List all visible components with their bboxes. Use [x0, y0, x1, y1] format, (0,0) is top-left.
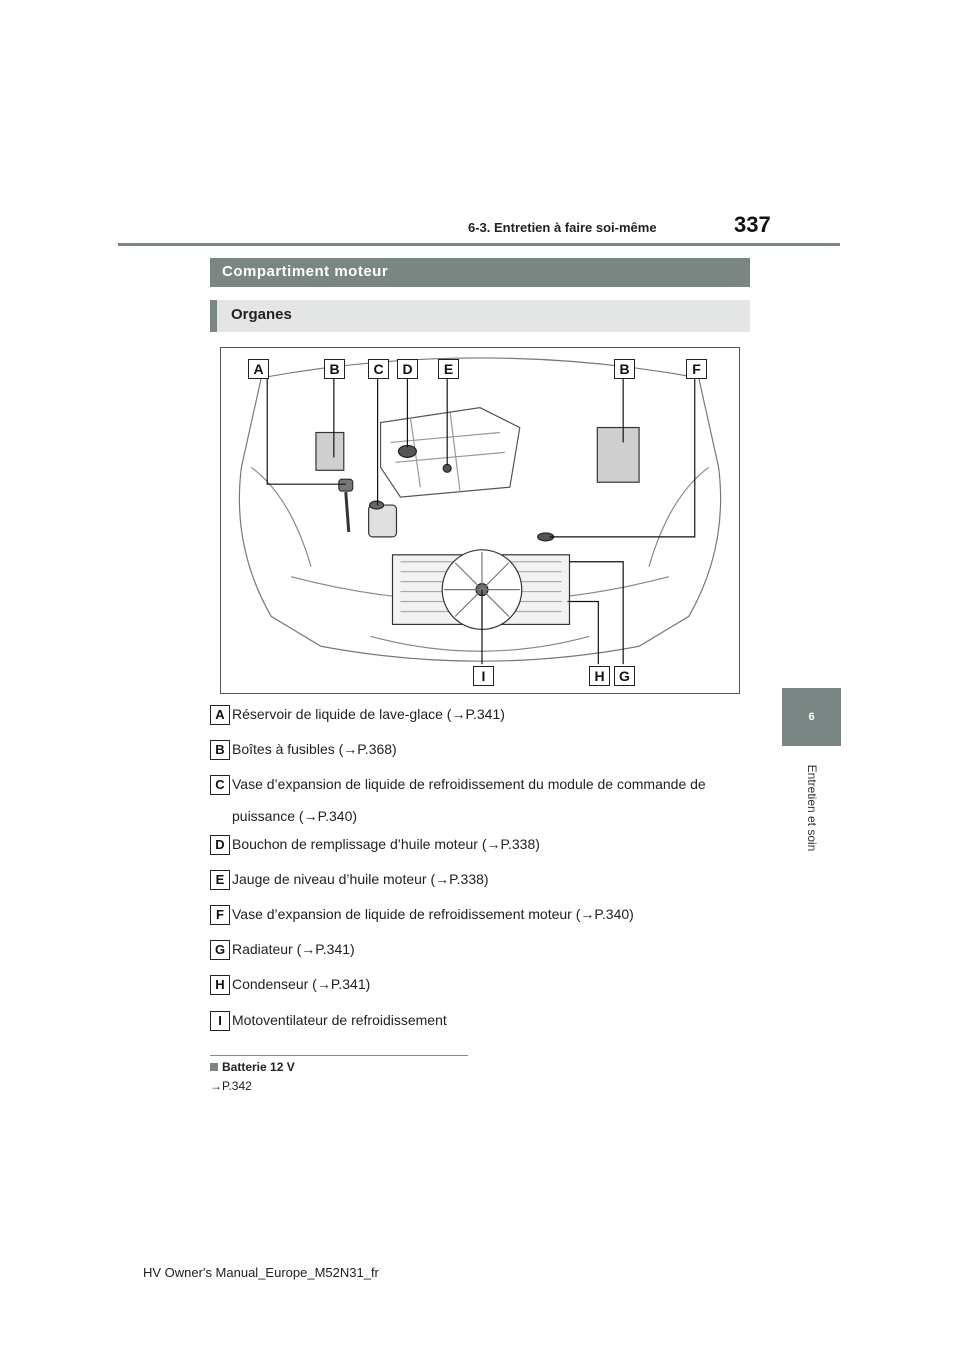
legend-text: Bouchon de remplissage d’huile moteur (→P.338) — [232, 836, 540, 852]
lower-grille — [371, 636, 590, 651]
callout-a: A — [248, 359, 269, 379]
callout-e: E — [438, 359, 459, 379]
callout-c: C — [368, 359, 389, 379]
legend-letter: C — [210, 775, 230, 795]
chapter-tab: 6 — [782, 688, 841, 746]
legend-text: Motoventilateur de refroidissement — [232, 1012, 447, 1028]
section-header: 6-3. Entretien à faire soi-même — [468, 220, 657, 235]
callout-d: D — [397, 359, 418, 379]
right-fender — [649, 467, 709, 566]
callout-h: H — [589, 666, 610, 686]
legend-text-continued: puissance (→P.340) — [232, 808, 358, 824]
chapter-side-label-text: Entretien et soin — [805, 764, 819, 852]
inverter-coolant-cap — [370, 501, 384, 509]
legend-text: Vase d’expansion de liquide de refroidissement moteur (→P.340) — [232, 906, 634, 922]
legend-text: Réservoir de liquide de lave-glace (→P.341) — [232, 706, 505, 722]
legend-text: Boîtes à fusibles (→P.368) — [232, 741, 397, 757]
callout-g: G — [614, 666, 635, 686]
washer-tube — [346, 492, 349, 532]
chapter-side-label — [770, 760, 854, 856]
left-fender — [251, 467, 311, 566]
legend-letter: A — [210, 705, 230, 725]
engine-compartment-illustration — [220, 347, 740, 694]
legend-text: Jauge de niveau d’huile moteur (→P.338) — [232, 871, 489, 887]
page-number: 337 — [734, 212, 771, 237]
footnote-ref: →P.342 — [210, 1079, 252, 1093]
legend-text: Condenseur (→P.341) — [232, 976, 371, 992]
section-title: Compartiment moteur — [210, 258, 750, 287]
callout-i: I — [473, 666, 494, 686]
legend-text: Radiateur (→P.341) — [232, 941, 355, 957]
engine-drawing — [221, 348, 739, 693]
square-bullet-icon — [210, 1063, 218, 1071]
footnote-title — [210, 1060, 295, 1074]
footer-text: HV Owner's Manual_Europe_M52N31_fr — [143, 1265, 379, 1280]
callout-f: F — [686, 359, 707, 379]
header-rule — [118, 243, 840, 246]
washer-tank-cap — [339, 479, 353, 491]
subsection-title: Organes — [210, 300, 750, 332]
legend-letter: B — [210, 740, 230, 760]
leader-g — [569, 562, 623, 664]
oil-dipstick-top — [443, 464, 451, 472]
legend-letter: I — [210, 1011, 230, 1031]
inverter-coolant-tank — [369, 505, 397, 537]
legend-letter: G — [210, 940, 230, 960]
footnote-rule — [210, 1055, 468, 1056]
callout-b-right: B — [614, 359, 635, 379]
legend-letter: E — [210, 870, 230, 890]
fuse-box-right — [597, 428, 639, 483]
callout-b-left: B — [324, 359, 345, 379]
footnote-title-text: Batterie 12 V — [222, 1060, 295, 1074]
fuse-box-left — [316, 433, 344, 471]
legend-letter: D — [210, 835, 230, 855]
legend-letter: F — [210, 905, 230, 925]
legend-letter: H — [210, 975, 230, 995]
legend-text: Vase d’expansion de liquide de refroidissement du module de commande de — [232, 776, 706, 792]
